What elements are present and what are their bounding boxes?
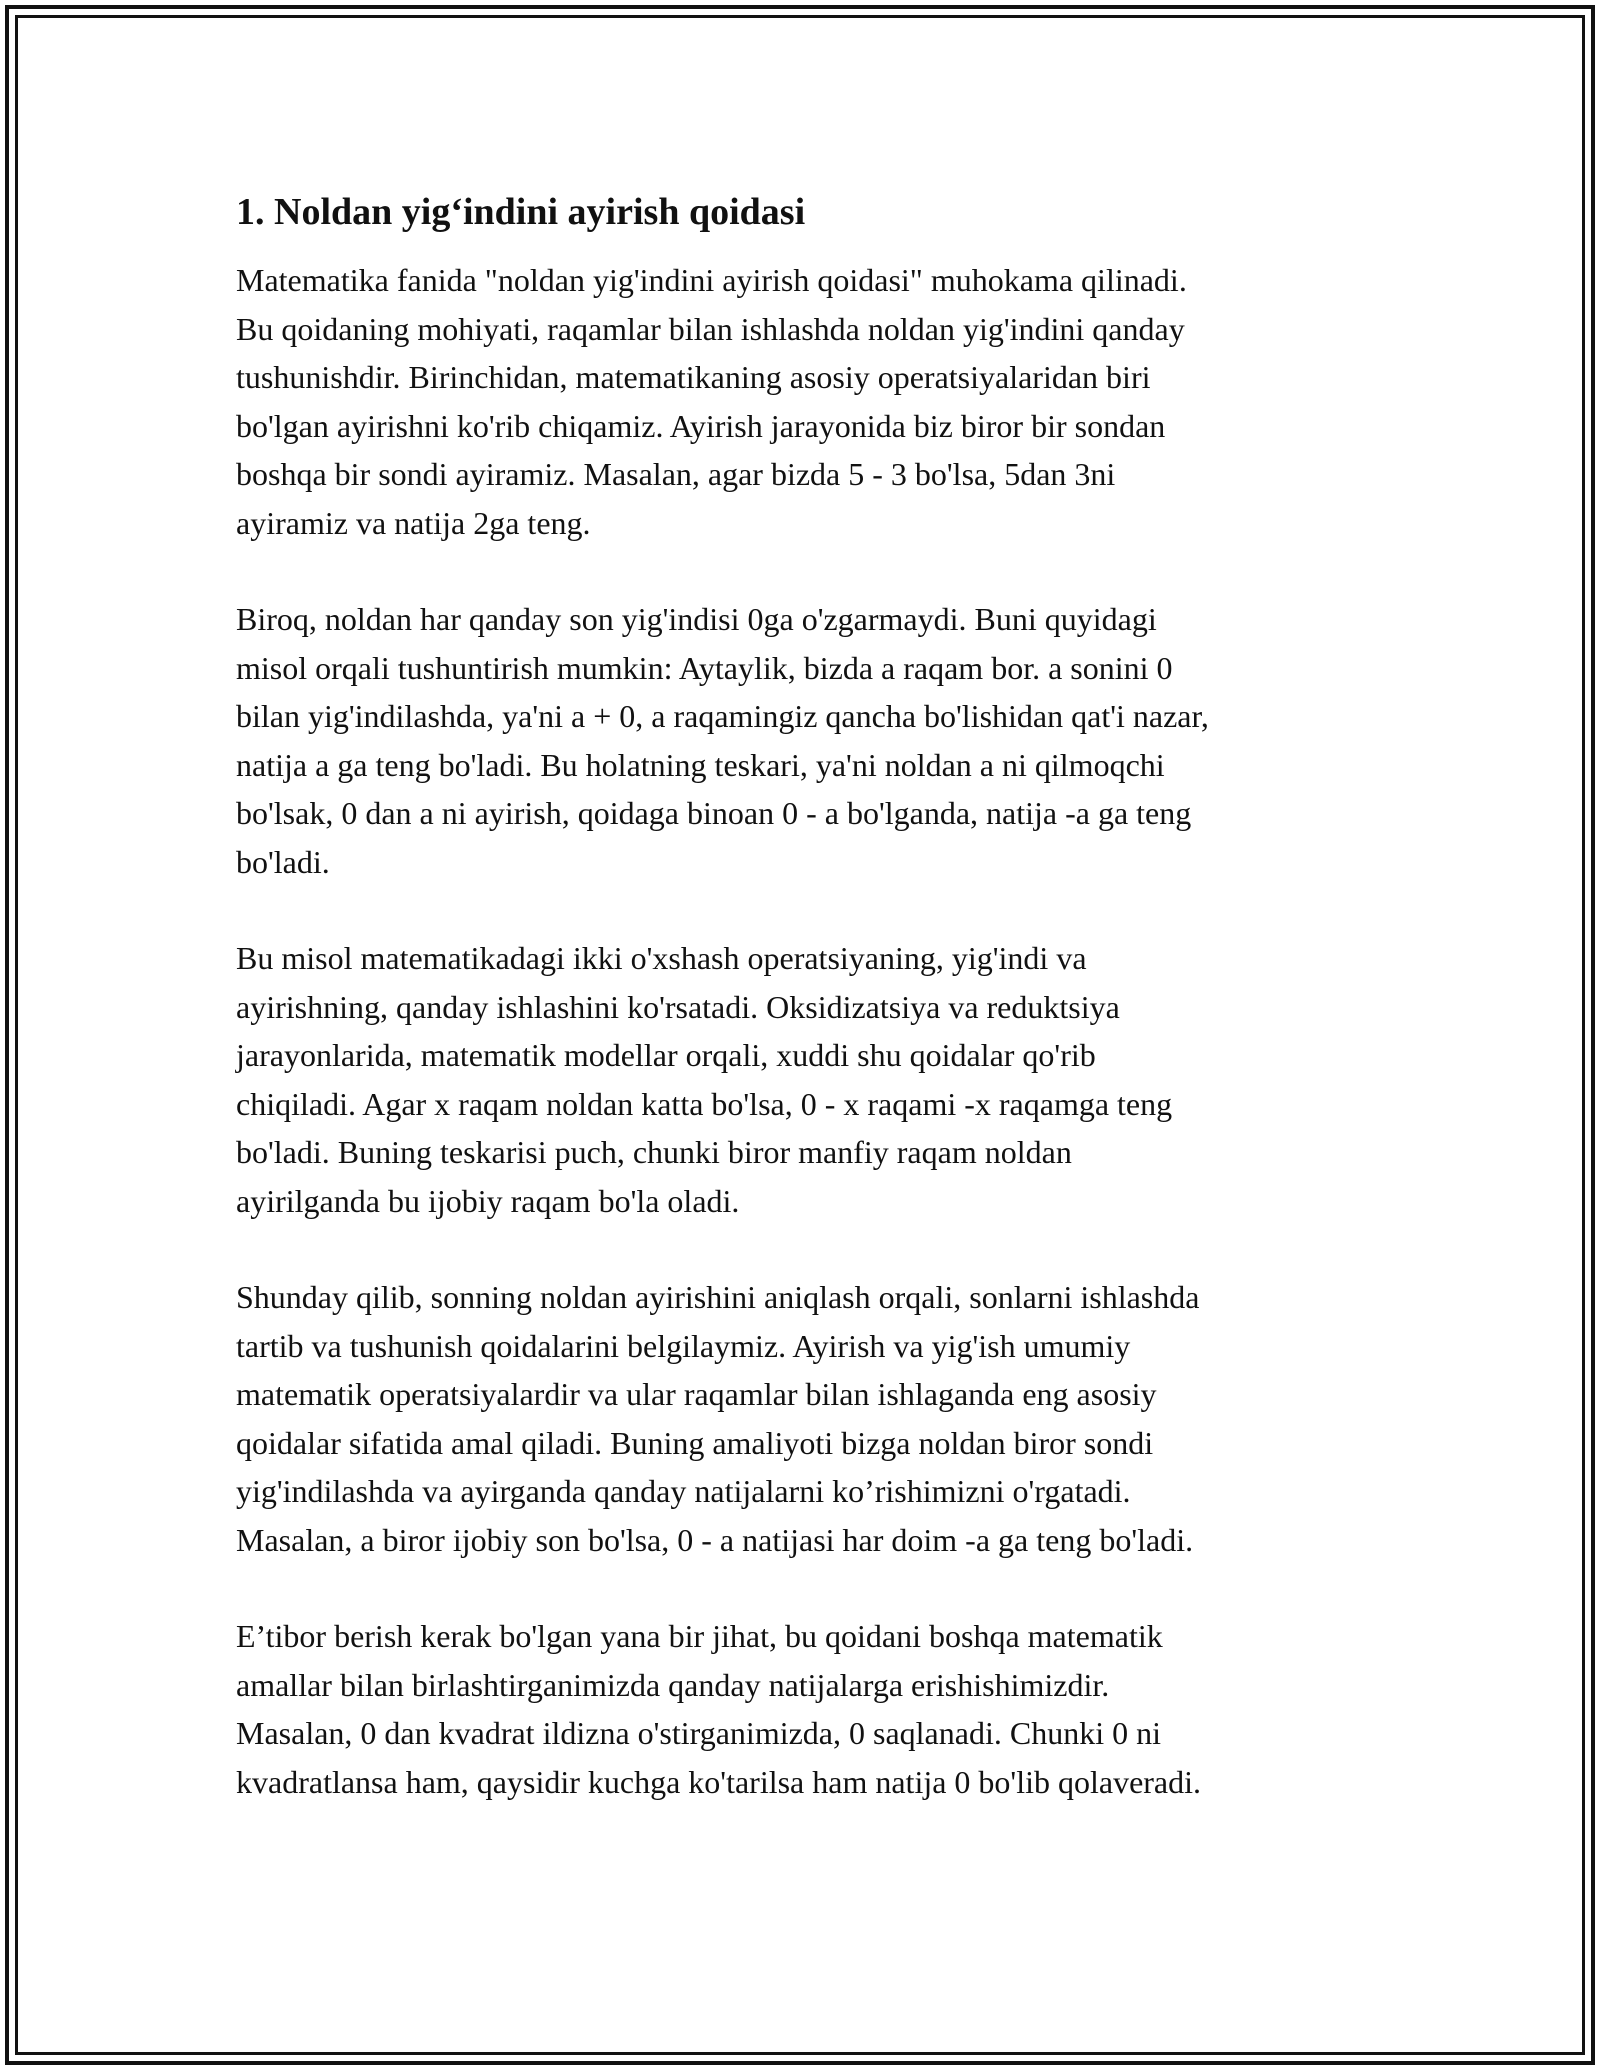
paragraph-4: Shunday qilib, sonning noldan ayirishini aniqlash orqali, sonlarni ishlashda tartib va tushunish qoidalarini belgilaymiz. Ayirish va yig'ish umumiy matematik operatsiyalardir va ular raqamlar bilan ishlaganda eng asosiy qoidalar sifatida amal qiladi. Buning amaliyoti bizga noldan biror sondi yig'indilashda va ayirganda qanday natijalarni ko’rishimizni o'rgatadi. Masalan, a biror ijobiy son bo'lsa, 0 - a natijasi har doim -a ga teng bo'ladi. [236, 1279, 1200, 1558]
paragraph-2: Biroq, noldan har qanday son yig'indisi 0ga o'zgarmaydi. Buni quyidagi misol orqali tushuntirish mumkin: Aytaylik, bizda a raqam bor. a sonini 0 bilan yig'indilashda, ya'ni a + 0, a raqamingiz qancha bo'lishidan qat'i nazar, natija a ga teng bo'ladi. Bu holatning teskari, ya'ni noldan a ni qilmoqchi bo'lsak, 0 dan a ni ayirish, qoidaga binoan 0 - a bo'lganda, natija -a ga teng bo'ladi. [236, 601, 1209, 880]
section-heading: 1. Noldan yig‘indini ayirish qoidasi [236, 191, 806, 233]
document-content [236, 186, 1366, 1806]
document-body [236, 256, 1366, 1806]
paragraph-1: Matematika fanida "noldan yig'indini ayirish qoidasi" muhokama qilinadi. Bu qoidaning mohiyati, raqamlar bilan ishlashda noldan yig'indini qanday tushunishdir. Birinchidan, matematikaning asosiy operatsiyalaridan biri bo'lgan ayirishni ko'rib chiqamiz. Ayirish jarayonida biz biror bir sondan boshqa bir sondi ayiramiz. Masalan, agar bizda 5 - 3 bo'lsa, 5dan 3ni ayiramiz va natija 2ga teng. [236, 262, 1187, 541]
paragraph-5: E’tibor berish kerak bo'lgan yana bir jihat, bu qoidani boshqa matematik amallar bilan birlashtirganimizda qanday natijalarga erishishimizdir. Masalan, 0 dan kvadrat ildizna o'stirganimizda, 0 saqlanadi. Chunki 0 ni kvadratlansa ham, qaysidir kuchga ko'tarilsa ham natija 0 bo'lib qolaveradi. [236, 1618, 1202, 1800]
paragraph-3: Bu misol matematikadagi ikki o'xshash operatsiyaning, yig'indi va ayirishning, qanday ishlashini ko'rsatadi. Oksidizatsiya va reduktsiya jarayonlarida, matematik modellar orqali, xuddi shu qoidalar qo'rib chiqiladi. Agar x raqam noldan katta bo'lsa, 0 - x raqami -x raqamga teng bo'ladi. Buning teskarisi puch, chunki biror manfiy raqam noldan ayirilganda bu ijobiy raqam bo'la oladi. [236, 940, 1173, 1219]
